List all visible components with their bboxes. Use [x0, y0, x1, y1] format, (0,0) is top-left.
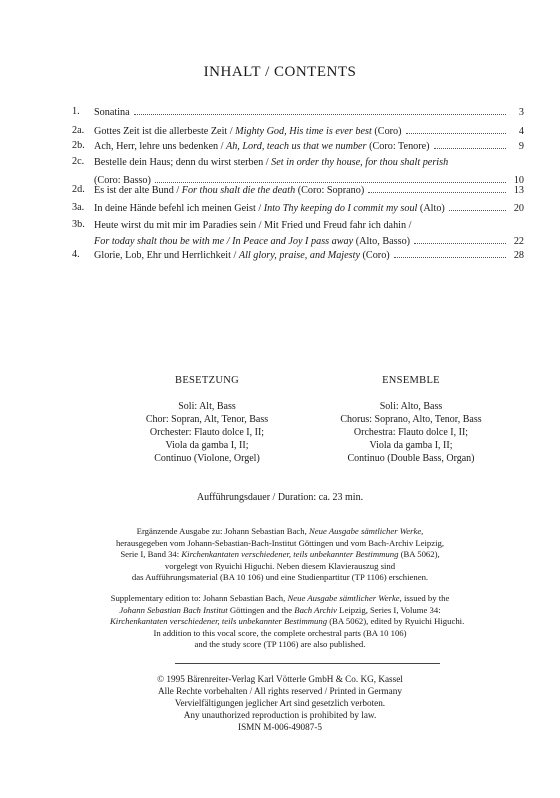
text-run: Bestelle dein Haus; denn du wirst sterben /	[94, 157, 272, 168]
edition-line	[110, 593, 450, 605]
toc-entry-line	[94, 184, 524, 197]
text-run: (Coro: Basso)	[94, 175, 151, 186]
text-run: (BA 5062), edited by Ryuichi Higuchi.	[327, 616, 465, 626]
toc-leader-dots	[434, 148, 506, 149]
toc-entry-number: 2c.	[72, 156, 85, 167]
text-run: Supplementary edition to: Johann Sebastian Bach,	[110, 593, 288, 603]
toc-entry-title	[94, 140, 430, 153]
toc-entry-title	[94, 125, 402, 138]
toc-entry-title	[94, 184, 364, 197]
italic-text: All glory, praise, and Majesty	[238, 250, 360, 261]
italic-text: Bach Archiv	[294, 604, 337, 615]
toc-entry-body	[94, 125, 524, 138]
toc-entry-page: 10	[513, 175, 524, 186]
besetzung-line: Soli: Alt, Bass	[178, 401, 236, 412]
copyright-line: © 1995 Bärenreiter-Verlag Karl Vötterle GmbH & Co. KG, Kassel	[157, 674, 403, 684]
besetzung-heading: BESETZUNG	[175, 375, 239, 386]
toc-entry-number: 4.	[72, 249, 80, 260]
divider-rule	[175, 663, 440, 664]
text-run: In addition to this vocal score, the complete orchestral parts (BA 10 106)	[153, 627, 407, 638]
toc-leader-dots	[134, 114, 506, 115]
toc-entry-line	[94, 125, 524, 138]
toc-entry-number: 2b.	[72, 140, 85, 151]
toc-entry-title	[94, 106, 130, 119]
italic-text: Neue Ausgabe sämtlicher Werke,	[308, 526, 424, 536]
toc-entry-body	[94, 249, 524, 262]
toc-entry-title	[94, 156, 448, 169]
besetzung-line: Orchester: Flauto dolce I, II;	[149, 427, 265, 438]
ensemble-line: Orchestra: Flauto dolce I, II;	[353, 427, 469, 438]
edition-line	[110, 628, 450, 640]
italic-text: Mighty God, His time is ever best	[235, 126, 372, 137]
italic-text: Neue Ausgabe sämtlicher Werke	[287, 593, 400, 603]
toc-entry-page: 4	[518, 126, 524, 137]
text-run: Serie I, Band 34:	[120, 549, 182, 559]
text-run: Heute wirst du mit mir im Paradies sein / Mit Fried und Freud fahr ich dahin /	[94, 220, 412, 231]
edition-line	[110, 639, 450, 651]
toc-entry-number: 3a.	[72, 202, 85, 213]
edition-line	[110, 572, 450, 584]
toc-entry-page: 3	[518, 107, 524, 118]
italic-text: Ah, Lord, teach us that we number	[225, 141, 367, 152]
edition-line	[110, 616, 465, 628]
text-run: herausgegeben vom Johann-Sebastian-Bach-Institut Göttingen und vom Bach-Archiv Leipzig,	[115, 537, 445, 548]
toc-leader-dots	[368, 192, 506, 193]
toc-entry-line	[94, 219, 524, 232]
toc-entry-number: 2a.	[72, 125, 85, 136]
toc-entry-line	[94, 202, 524, 215]
edition-line	[110, 538, 450, 550]
toc-leader-dots	[414, 243, 506, 244]
toc-entry-line	[94, 140, 524, 153]
edition-line	[110, 561, 450, 573]
ensemble-heading: ENSEMBLE	[382, 375, 440, 386]
toc-leader-dots	[406, 133, 506, 134]
text-run: Glorie, Lob, Ehr und Herrlichkeit /	[94, 250, 239, 261]
copyright-line: Vervielfältigungen jeglicher Art sind gesetzlich verboten.	[174, 698, 386, 708]
toc-entry-body	[94, 219, 524, 248]
besetzung-line: Continuo (Violone, Orgel)	[154, 453, 260, 464]
text-run: vorgelegt von Ryuichi Higuchi. Neben diesem Klavierauszug sind	[164, 560, 396, 571]
italic-text: Kirchenkantaten verschiedener, teils unbekannter Bestimmung	[110, 616, 328, 626]
toc-entry-title	[94, 219, 411, 232]
toc-entry-line	[94, 235, 524, 248]
text-run: , issued by the	[399, 593, 450, 603]
edition-note-english	[110, 593, 465, 651]
toc-entry-title	[94, 202, 445, 215]
toc-leader-dots	[155, 182, 506, 183]
toc-entry-body	[94, 156, 524, 187]
text-run: (Coro)	[371, 126, 402, 137]
italic-text: Kirchenkantaten verschiedener, teils unbekannter Bestimmung	[181, 549, 399, 559]
page-title: INHALT / CONTENTS	[203, 64, 357, 80]
text-run: (Alto, Basso)	[353, 236, 411, 247]
text-run: In deine Hände befehl ich meinen Geist /	[94, 203, 264, 214]
toc-entry-body	[94, 184, 524, 197]
besetzung-line: Chor: Sopran, Alt, Tenor, Bass	[145, 414, 269, 425]
text-run: Ergänzende Ausgabe zu: Johann Sebastian Bach,	[136, 526, 309, 536]
text-run: Ach, Herr, lehre uns bedenken /	[94, 141, 226, 152]
toc-entry-title-continued	[94, 235, 410, 248]
text-run: (Coro)	[359, 250, 390, 261]
edition-note-german	[110, 526, 450, 584]
toc-entry-line	[94, 106, 524, 119]
text-run: (Coro: Tenore)	[366, 141, 430, 152]
toc-entry-page: 22	[513, 236, 524, 247]
edition-line	[110, 605, 450, 617]
performance-duration: Aufführungsdauer / Duration: ca. 23 min.	[196, 492, 364, 503]
ensemble-line: Continuo (Double Bass, Organ)	[347, 453, 475, 464]
text-run: Es ist der alte Bund /	[94, 185, 182, 196]
italic-text: Johann Sebastian Bach Institut	[119, 604, 228, 615]
toc-entry-title	[94, 249, 390, 262]
text-run: (BA 5062),	[398, 549, 440, 559]
besetzung-line: Viola da gamba I, II;	[165, 440, 249, 451]
copyright-block	[110, 673, 450, 733]
copyright-line: Any unauthorized reproduction is prohibited by law.	[183, 710, 377, 720]
text-run: Göttingen and the	[227, 604, 295, 615]
text-run: (Alto)	[417, 203, 445, 214]
italic-text: Set in order thy house, for thou shalt perish	[271, 157, 449, 168]
toc-entry-line	[94, 156, 524, 169]
besetzung-column	[112, 375, 302, 465]
text-run: and the study score (TP 1106) are also published.	[194, 639, 366, 649]
toc-entry-page: 20	[513, 203, 524, 214]
toc-entry-body	[94, 106, 524, 119]
ensemble-line: Chorus: Soprano, Alto, Tenor, Bass	[340, 414, 482, 425]
toc-entry-body	[94, 202, 524, 215]
italic-text: For thou shalt die the death	[181, 185, 296, 196]
edition-line	[110, 549, 450, 561]
text-run: das Aufführungsmaterial (BA 10 106) und eine Studienpartitur (TP 1106) erschienen.	[131, 572, 429, 582]
toc-entry-number: 2d.	[72, 184, 85, 195]
toc-leader-dots	[394, 257, 506, 258]
toc-entry-page: 9	[518, 141, 524, 152]
toc-entry-body	[94, 140, 524, 153]
toc-entry-number: 3b.	[72, 219, 85, 230]
toc-entry-line	[94, 249, 524, 262]
toc-entry-page: 13	[513, 185, 524, 196]
copyright-line: Alle Rechte vorbehalten / All rights reserved / Printed in Germany	[158, 686, 402, 696]
ensemble-line: Soli: Alto, Bass	[379, 401, 443, 412]
toc-leader-dots	[449, 210, 506, 211]
text-run: Sonatina	[94, 107, 130, 118]
italic-text: Into Thy keeping do I commit my soul	[263, 203, 418, 214]
italic-text: For today shalt thou be with me / In Peace and Joy I pass away	[94, 236, 354, 247]
toc-entry-number: 1.	[72, 106, 80, 117]
text-run: Gottes Zeit ist die allerbeste Zeit /	[94, 126, 236, 137]
copyright-line: ISMN M-006-49087-5	[238, 722, 322, 732]
ensemble-line: Viola da gamba I, II;	[369, 440, 453, 451]
text-run: Leipzig, Series I, Volume 34:	[336, 604, 441, 615]
ensemble-column	[316, 375, 506, 465]
toc-entry-page: 28	[513, 250, 524, 261]
edition-line	[110, 526, 450, 538]
text-run: (Coro: Soprano)	[295, 185, 365, 196]
